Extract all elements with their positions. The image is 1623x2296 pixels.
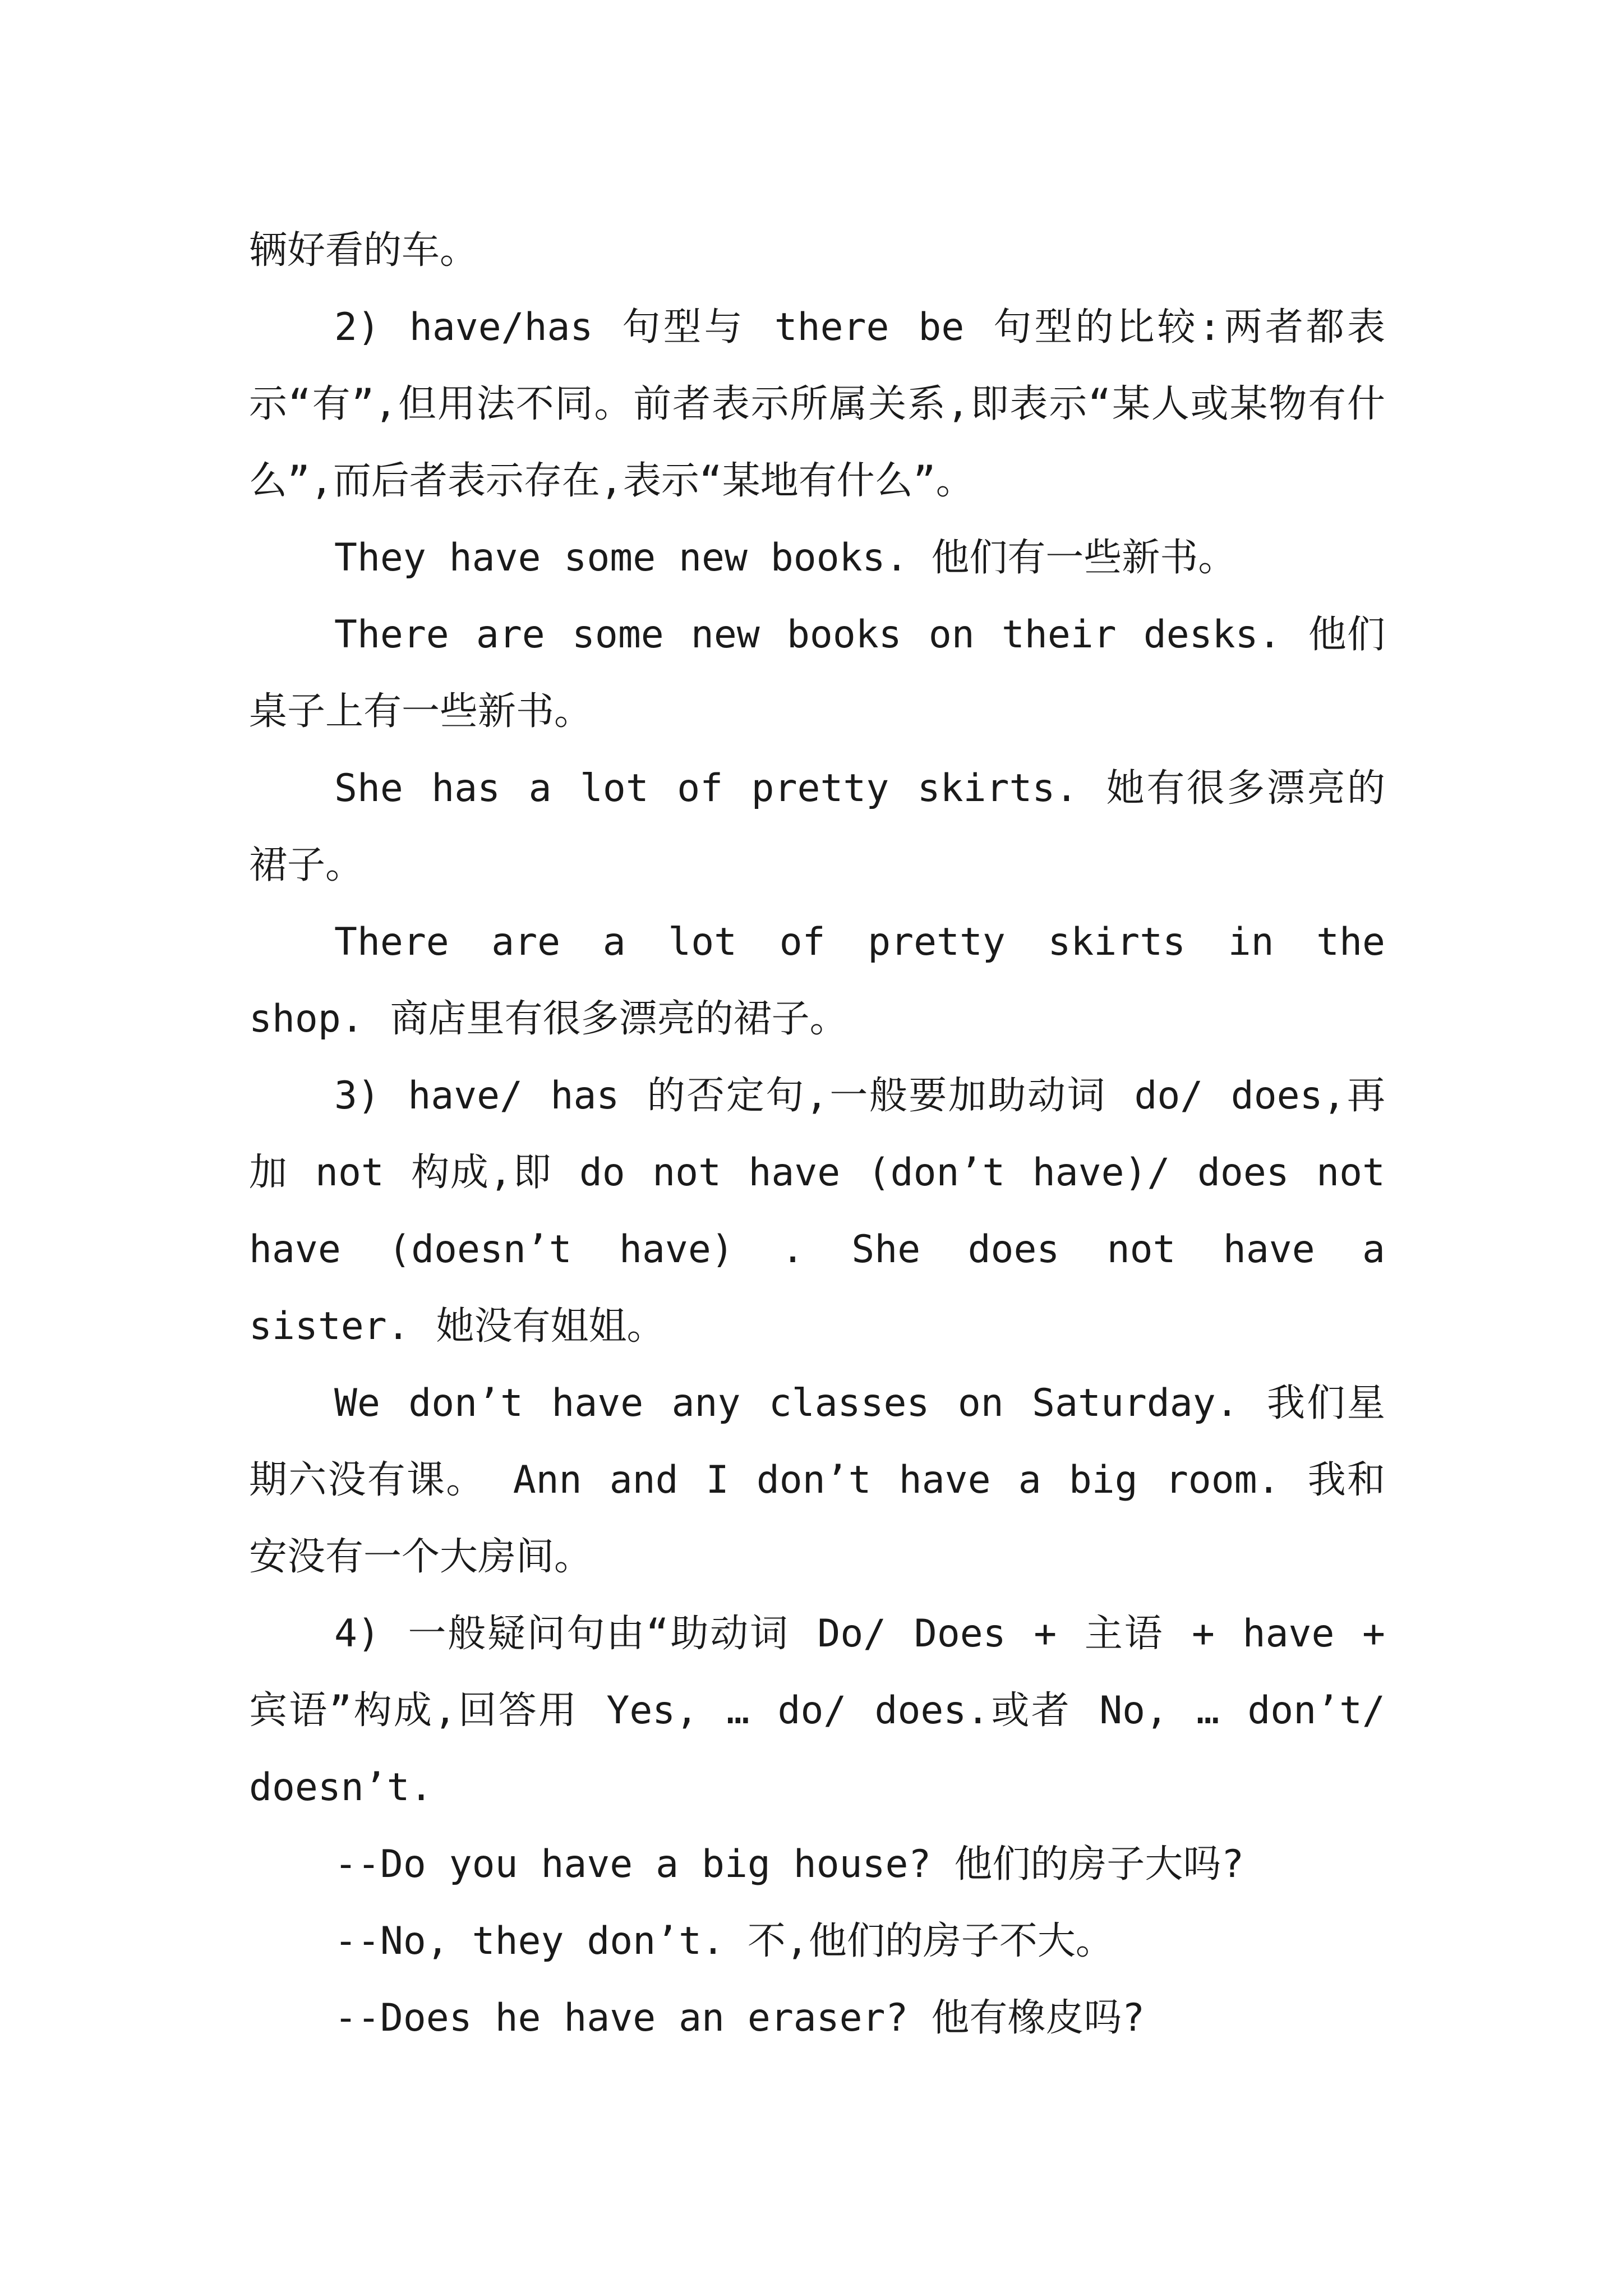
paragraph-continuation: 辆好看的车。	[249, 228, 478, 273]
example-sentence: There are a lot of pretty skirts in the shop. 商店里有很多漂亮的裙子。	[249, 920, 1385, 1041]
dialogue-line: --Does he have an eraser? 他有橡皮吗?	[334, 1996, 1145, 2040]
dialogue-line: --Do you have a big house? 他们的房子大吗?	[334, 1842, 1244, 1887]
example-sentence: She has a lot of pretty skirts. 她有很多漂亮的裙子。	[249, 766, 1385, 887]
example-sentence: There are some new books on their desks. 他们桌子上有一些新书。	[249, 613, 1385, 734]
paragraph-point-3: 3) have/ has 的否定句,一般要加助动词 do/ does,再加 not 构成,即 do not have (don’t have)/ does not have (doesn’t have) . She does not have a sister. 她没有姐姐。	[249, 1074, 1385, 1349]
example-sentence: They have some new books. 他们有一些新书。	[334, 536, 1237, 580]
dialogue-line: --No, they don’t. 不,他们的房子不大。	[334, 1919, 1114, 1963]
paragraph-point-4: 4) 一般疑问句由“助动词 Do/ Does + 主语 + have + 宾语”构成,回答用 Yes, … do/ does.或者 No, … don’t/ doesn’t.	[249, 1612, 1385, 1810]
paragraph-point-2: 2) have/has 句型与 there be 句型的比较:两者都表示“有”,但用法不同。前者表示所属关系,即表示“某人或某物有什么”,而后者表示存在,表示“某地有什么”。	[249, 305, 1385, 503]
example-sentence: We don’t have any classes on Saturday. 我们星期六没有课。 Ann and I don’t have a big room. 我和安没有一个大房间。	[249, 1381, 1385, 1579]
document-body	[249, 212, 1385, 2056]
